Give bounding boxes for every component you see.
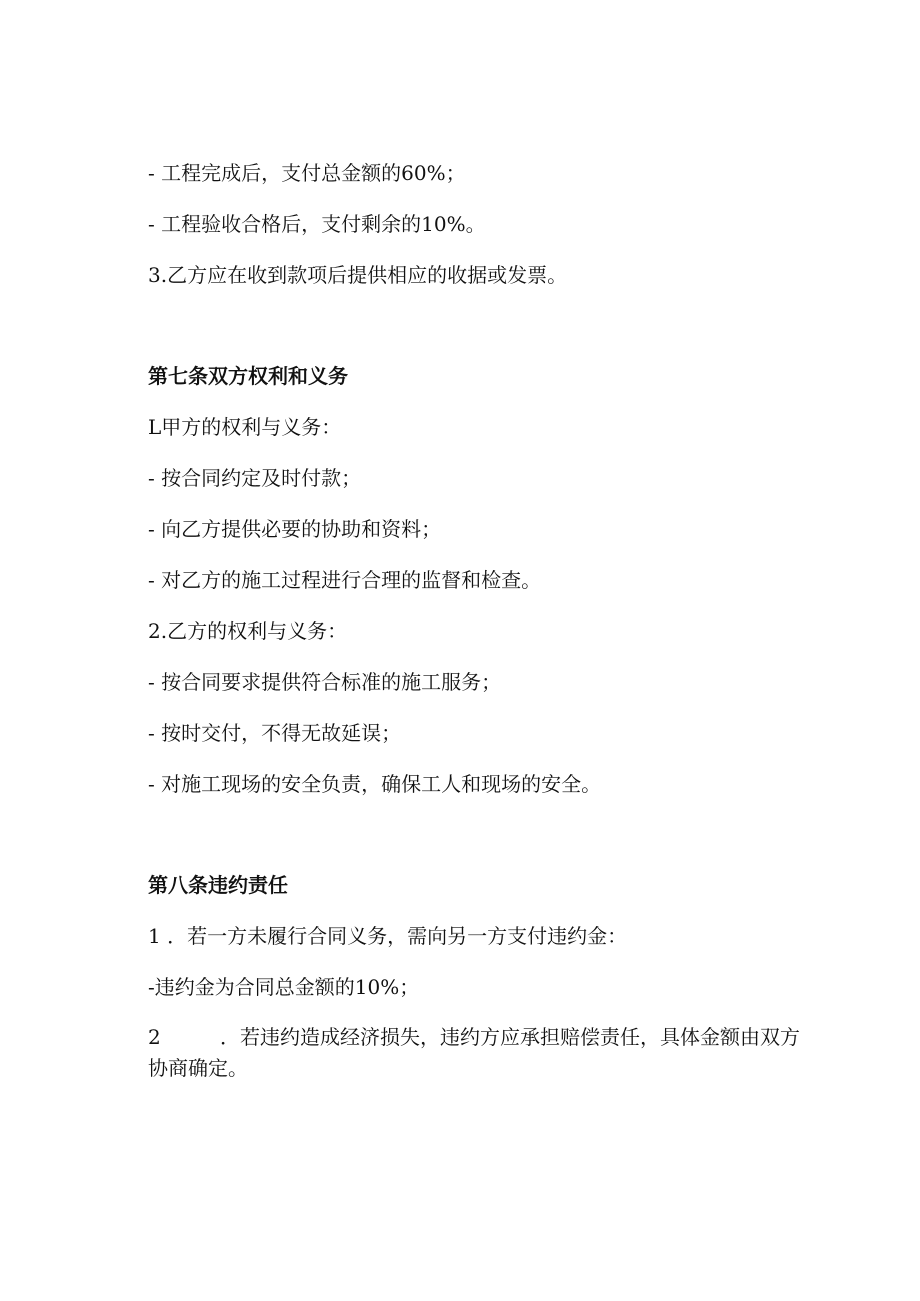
party-a-item: - 向乙方提供必要的协助和资料； <box>148 517 442 541</box>
party-b-item: - 按时交付，不得无故延误； <box>148 721 402 745</box>
party-b-title: 2.乙方的权利与义务： <box>148 619 348 643</box>
section-8-heading: 第八条违约责任 <box>148 873 288 897</box>
breach-item-1-text: ．若一方未履行合同义务，需向另一方支付违约金： <box>167 924 628 948</box>
breach-item-2-text: ．若违约造成经济损失，违约方应承担赔偿责任，具体金额由双方协商确定。 <box>148 1025 800 1080</box>
payment-item-acceptance: - 工程验收合格后，支付剩余的10%。 <box>148 212 486 236</box>
breach-item-1 <box>148 924 627 948</box>
party-b-item: - 按合同要求提供符合标准的施工服务； <box>148 670 502 694</box>
breach-item-1-number: 1 <box>148 924 161 948</box>
breach-item-2-number: 2 <box>148 1025 161 1049</box>
payment-item-completion: - 工程完成后，支付总金额的60%； <box>148 161 466 185</box>
party-b-item: - 对施工现场的安全负责，确保工人和现场的安全。 <box>148 772 602 796</box>
section-7-heading: 第七条双方权利和义务 <box>148 364 348 388</box>
party-a-title: L甲方的权利与义务： <box>148 415 342 439</box>
breach-item-1-sub: -违约金为合同总金额的10%； <box>148 975 420 999</box>
party-a-item: - 按合同约定及时付款； <box>148 466 362 490</box>
breach-item-2 <box>148 1022 812 1084</box>
receipt-clause: 3.乙方应在收到款项后提供相应的收据或发票。 <box>148 263 568 287</box>
party-a-item: - 对乙方的施工过程进行合理的监督和检查。 <box>148 568 542 592</box>
